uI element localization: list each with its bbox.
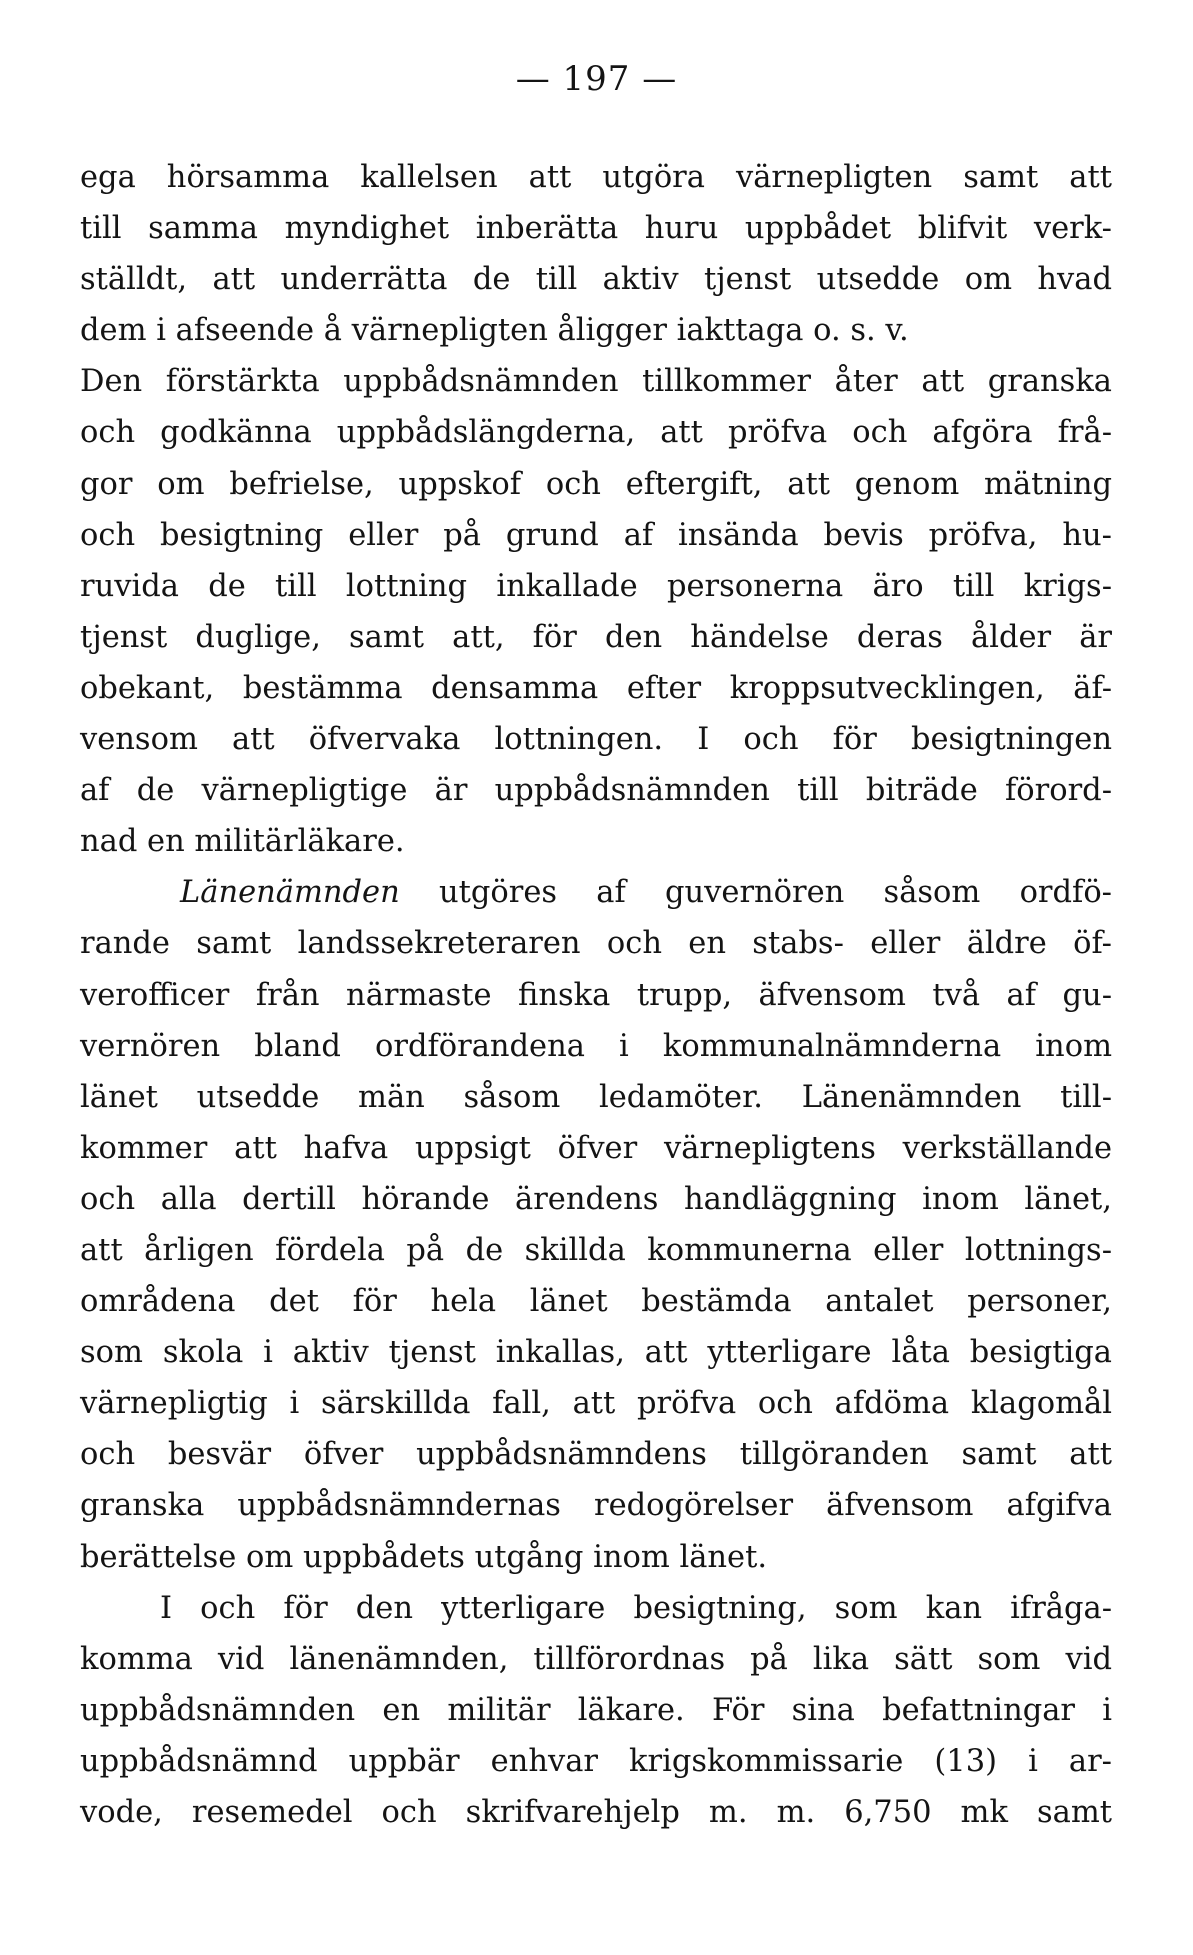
text-line: vode, resemedel och skrifvarehjelp m. m. 6,750 mk samt	[80, 1795, 1112, 1830]
page-number: — 197 —	[515, 59, 678, 99]
text-line: och godkänna uppbådslängderna, att pröfva och afgöra frå-	[80, 415, 1112, 451]
text-line: till samma myndighet inberätta huru uppbådet blifvit verk-	[80, 211, 1112, 247]
text-line: områdena det för hela länet bestämda antalet personer,	[80, 1284, 1112, 1320]
text-line: vernören bland ordförandena i kommunalnämnderna inom	[80, 1028, 1112, 1064]
italic-term: Länenämnden	[180, 875, 400, 911]
text-line: länet utsedde män såsom ledamöter. Länenämnden till-	[80, 1079, 1112, 1115]
text-line: som skola i aktiv tjenst inkallas, att ytterligare låta besigtiga	[80, 1335, 1112, 1371]
text-line: kommer att hafva uppsigt öfver värnepligtens verkställande	[80, 1130, 1112, 1166]
text-line: uppbådsnämnden en militär läkare. För sina befattningar i	[80, 1692, 1112, 1728]
text-fragment: utgöres af guvernören såsom ordfö-	[399, 875, 1112, 911]
text-line: ruvida de till lottning inkallade personerna äro till krigs-	[80, 568, 1112, 604]
text-line: af de värnepligtige är uppbådsnämnden till biträde förord-	[80, 773, 1112, 809]
body-text	[80, 152, 1112, 1838]
text-line: komma vid länenämnden, tillförordnas på lika sätt som vid	[80, 1641, 1112, 1677]
text-line: värnepligtig i särskillda fall, att pröfva och afdöma klagomål	[80, 1386, 1112, 1422]
text-line: obekant, bestämma densamma efter kroppsutvecklingen, äf-	[80, 670, 1112, 706]
text-line: uppbådsnämnd uppbär enhvar krigskommissarie (13) i ar-	[80, 1743, 1112, 1779]
text-line: tjenst duglige, samt att, för den händelse deras ålder är	[80, 619, 1112, 655]
paragraph-1	[80, 152, 1112, 867]
text-line: verofficer från närmaste finska trupp, äfvensom två af gu-	[80, 977, 1112, 1013]
text-line: dem i afseende å värnepligten åligger iakttaga o. s. v.	[80, 313, 909, 349]
text-line: Den förstärkta uppbådsnämnden tillkommer åter att granska	[80, 364, 1112, 400]
paragraph-3	[80, 1583, 1112, 1838]
text-line: ega hörsamma kallelsen att utgöra värnepligten samt att	[80, 160, 1112, 195]
text-line: vensom att öfvervaka lottningen. I och för besigtningen	[80, 722, 1112, 758]
text-line: och besigtning eller på grund af insända bevis pröfva, hu-	[80, 517, 1112, 553]
text-line: ställdt, att underrätta de till aktiv tjenst utsedde om hvad	[80, 262, 1112, 298]
text-line: och besvär öfver uppbådsnämndens tillgöranden samt att	[80, 1437, 1112, 1473]
text-line: nad en militärläkare.	[80, 824, 405, 860]
text-line: I och för den ytterligare besigtning, som kan ifråga-	[160, 1590, 1112, 1626]
text-line: att årligen fördela på de skillda kommunerna eller lottnings-	[80, 1232, 1112, 1268]
text-line: rande samt landssekreteraren och en stabs- eller äldre öf-	[80, 926, 1112, 962]
text-line: gor om befrielse, uppskof och eftergift, att genom mätning	[80, 466, 1112, 502]
text-line	[80, 867, 1112, 918]
paragraph-2	[80, 867, 1112, 1582]
text-line: och alla dertill hörande ärendens handläggning inom länet,	[80, 1181, 1112, 1217]
text-line: berättelse om uppbådets utgång inom länet.	[80, 1539, 768, 1575]
text-line: granska uppbådsnämndernas redogörelser äfvensom afgifva	[80, 1488, 1112, 1524]
